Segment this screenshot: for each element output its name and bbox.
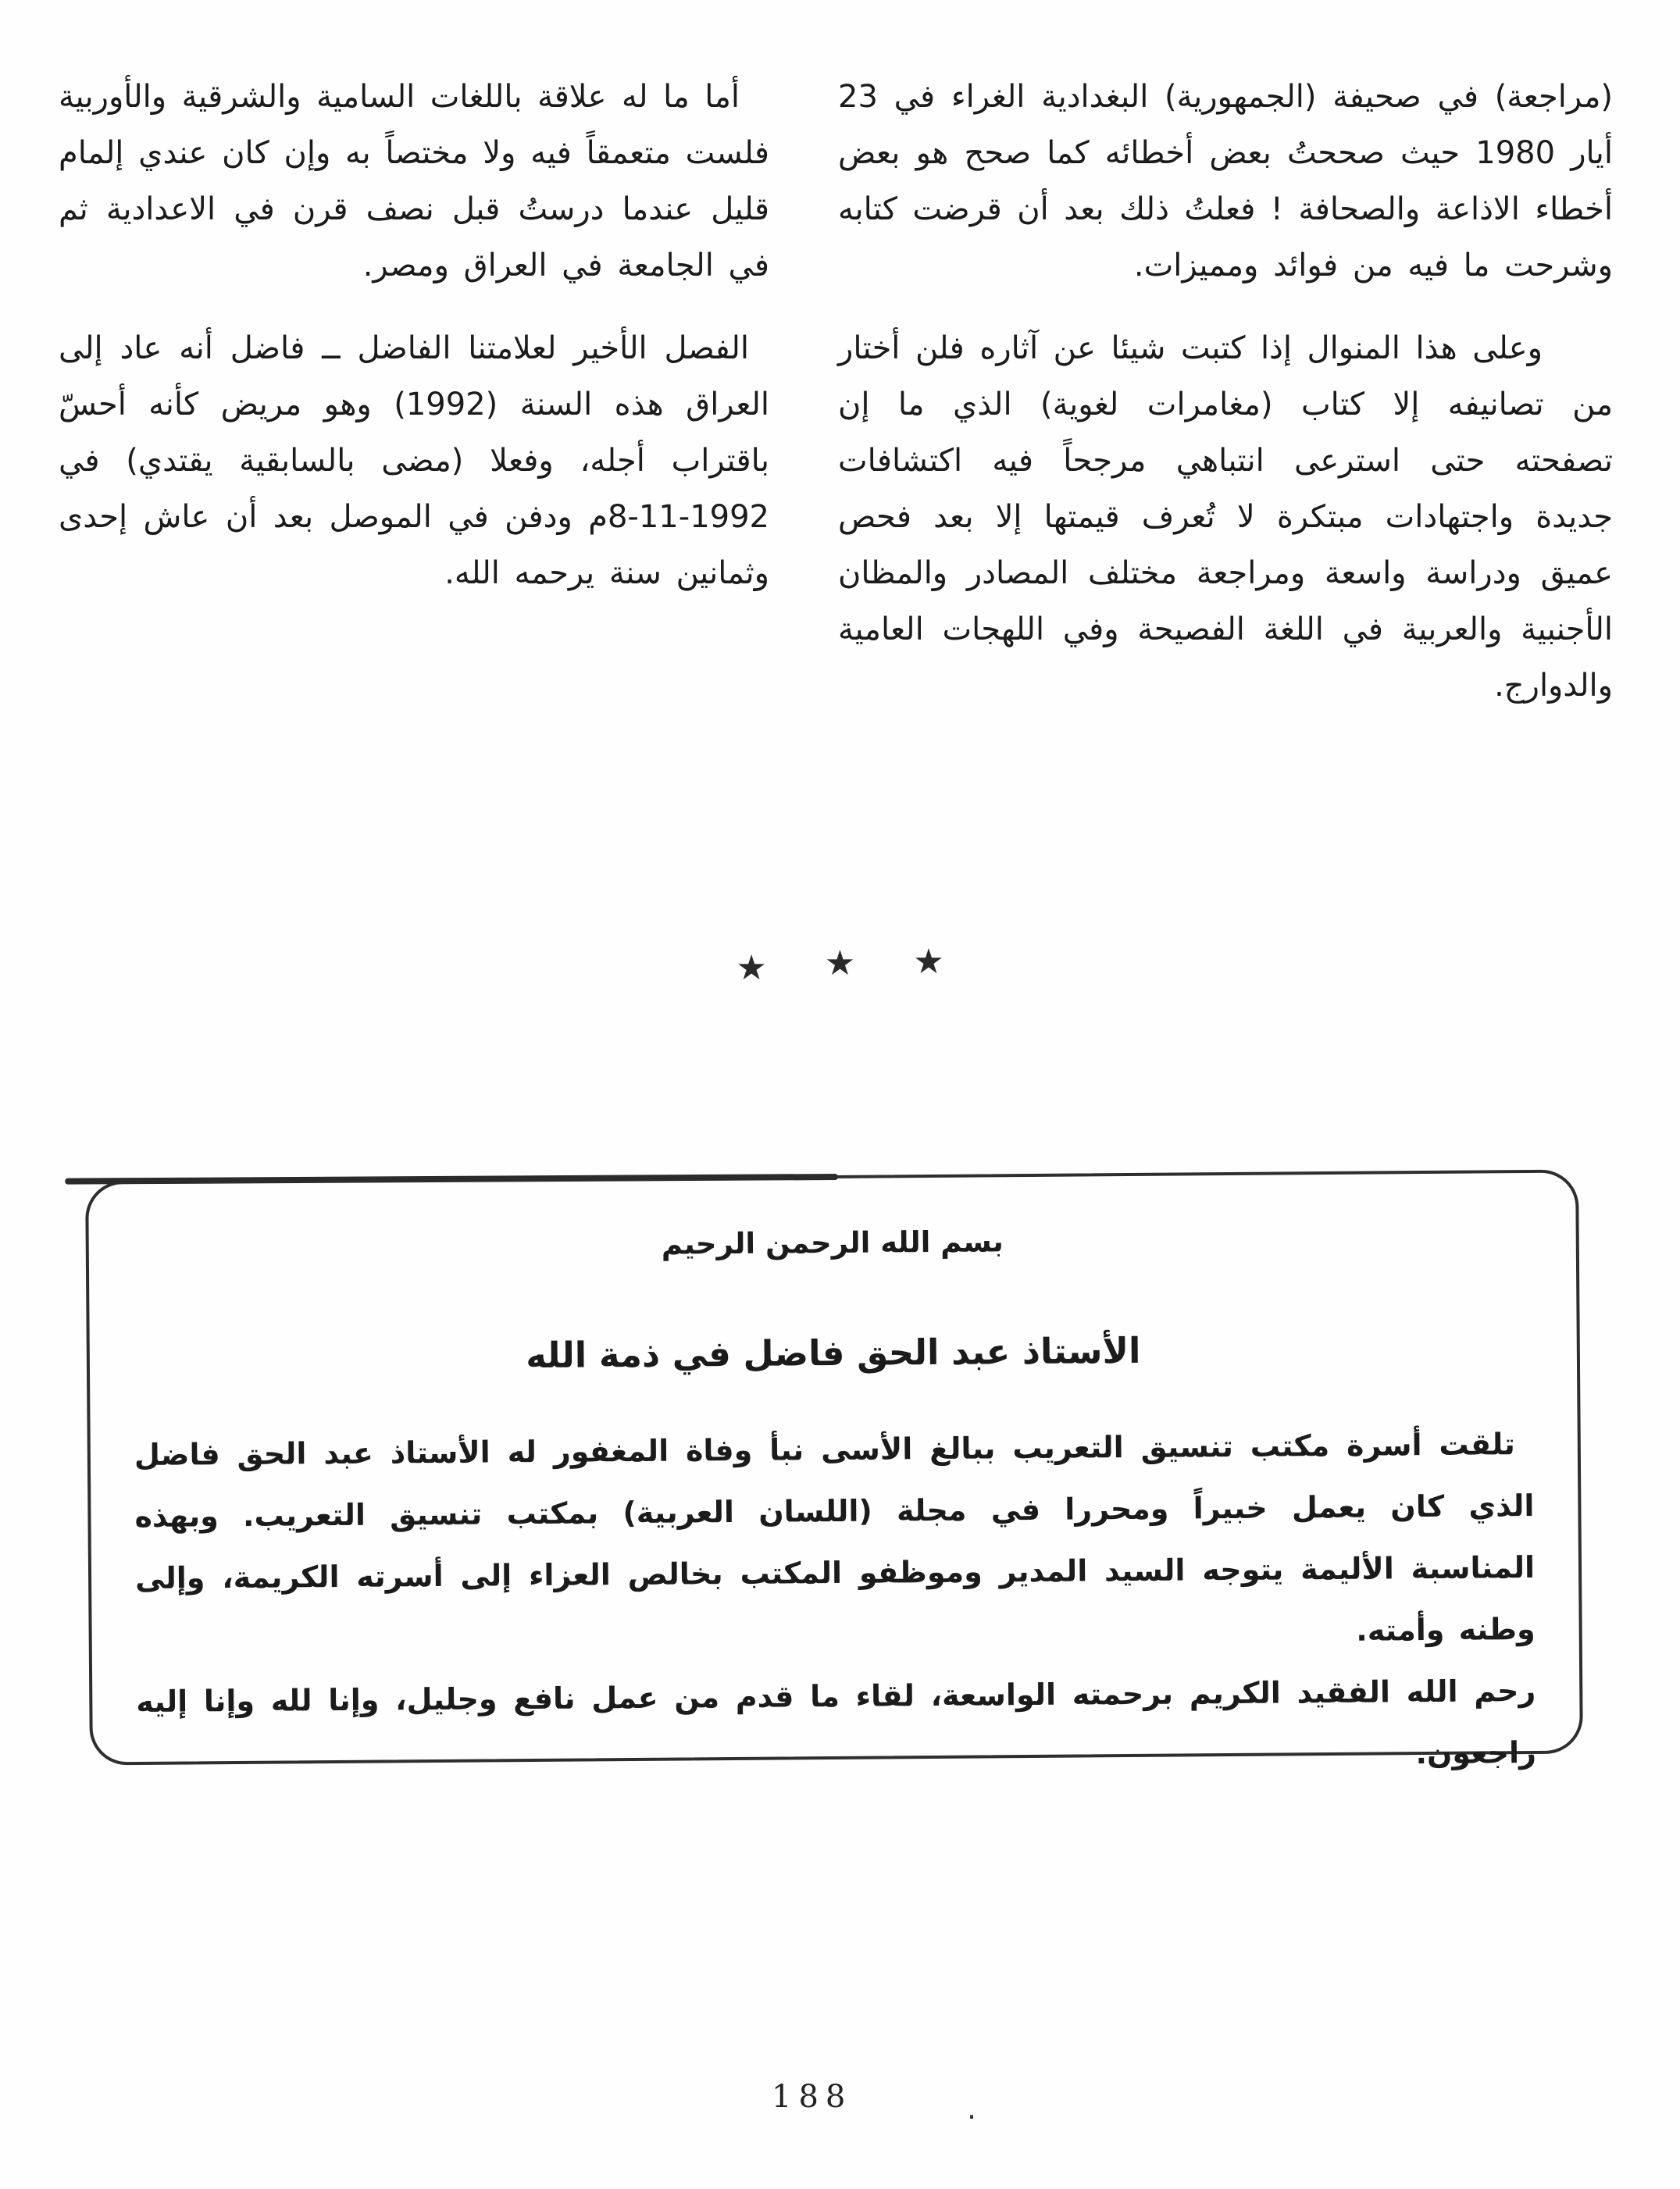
column-right	[838, 69, 1613, 714]
star-icon: ★	[824, 943, 856, 983]
page-number: 188	[772, 2079, 853, 2115]
stars-separator	[0, 942, 1680, 988]
obituary-paragraph: رحم الله الفقيد الكريم برحمته الواسعة، لقاء ما قدم من عمل نافع وجليل، وإنا لله وإنا إليه راجعون.	[136, 1673, 1537, 1771]
obituary-box	[85, 1170, 1583, 1771]
paragraph: وعلى هذا المنوال إذا كتبت شيئا عن آثاره فلن أختار من تصانيفه إلا كتاب (مغامرات لغوية) الذي ما إن تصفحته حتى استرعى انتباهي مرجحاً فيه اكتشافات جديدة واجتهادات مبتكرة لا تُعرف قيمتها إلا بعد فحص عميق ودراسة واسعة ومراجعة مختلف المصادر والمظان الأجنبية والعربية في اللغة الفصيحة وفي اللهجات العامية والدوارج.	[838, 330, 1613, 704]
obituary-body	[91, 1414, 1581, 1795]
star-icon: ★	[736, 948, 767, 988]
star-icon: ★	[913, 942, 944, 982]
basmala-text: بسم الله الرحمن الرحيم	[661, 1225, 1004, 1261]
obituary-title: الأستاذ عبد الحق فاضل في ذمة الله	[526, 1329, 1141, 1377]
obituary-paragraph: تلقت أسرة مكتب تنسيق التعريب ببالغ الأسى نبأ وفاة المغفور له الأستاذ عبد الحق فاضل الذي كان يعمل خبيراً ومحررا في مجلة (اللسان العربية) بمكتب تنسيق التعريب. وبهذه المناسبة الأليمة يتوجه السيد المدير وموظفو المكتب بخالص العزاء إلى أسرته الكريمة، وإلى وطنه وأمته.	[134, 1427, 1536, 1648]
column-left	[59, 69, 769, 714]
paragraph: أما ما له علاقة باللغات السامية والشرقية والأوربية فلست متعمقاً فيه ولا مختصاً به وإن كان عندي إلمام قليل عندما درستُ قبل نصف قرن في الاعدادية ثم في الجامعة في العراق ومصر.	[59, 79, 769, 283]
paragraph: الفصل الأخير لعلامتنا الفاضل ــ فاضل أنه عاد إلى العراق هذه السنة (1992) وهو مريض كأنه أحسّ باقتراب أجله، وفعلا (مضى بالسابقية يقتدي) في 1992-11-8م ودفن في الموصل بعد أن عاش إحدى وثمانين سنة يرحمه الله.	[59, 330, 769, 591]
article-columns	[59, 69, 1613, 714]
stray-dot-mark: .	[967, 2091, 977, 2126]
paragraph: (مراجعة) في صحيفة (الجمهورية) البغدادية الغراء في 23 أيار 1980 حيث صححتُ بعض أخطائه كما صحح هو بعض أخطاء الاذاعة والصحافة ! فعلتُ ذلك بعد أن قرضت كتابه وشرحت ما فيه من فوائد ومميزات.	[838, 79, 1613, 283]
